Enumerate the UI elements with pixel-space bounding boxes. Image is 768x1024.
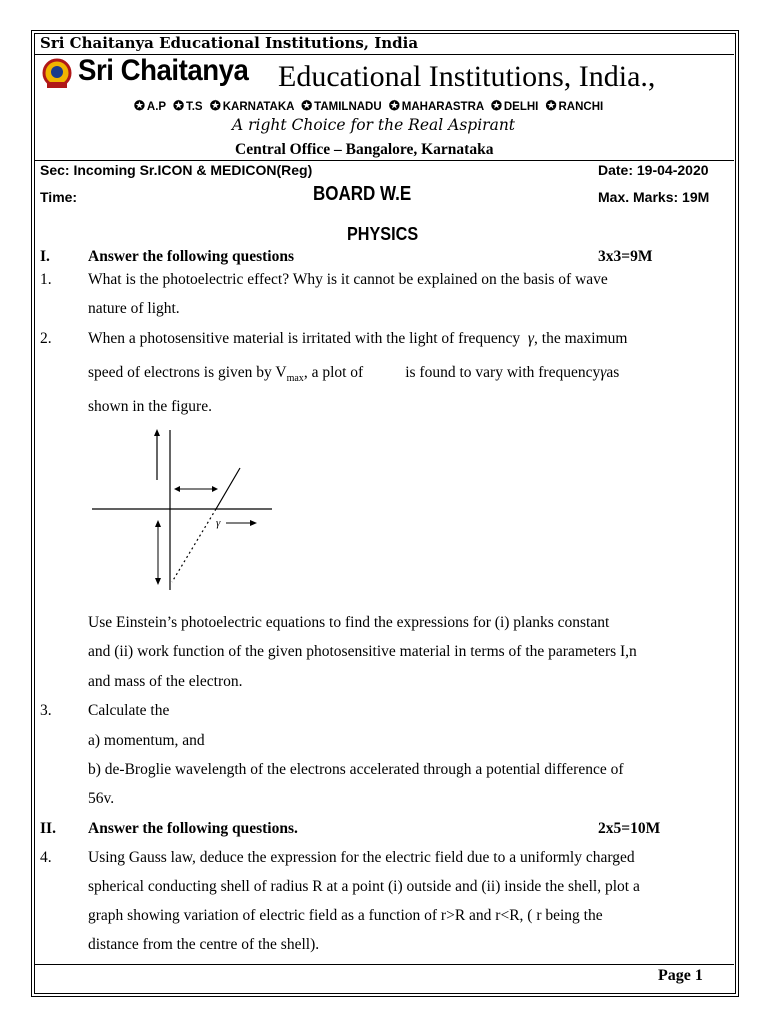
question-2-line-1 <box>88 330 627 348</box>
question-1-number: 1. <box>40 271 52 288</box>
question-4-line-1: Using Gauss law, deduce the expression for the electric field due to a uniformly charged <box>88 849 635 866</box>
brand-name: Sri Chaitanya <box>78 54 249 87</box>
exam-title: BOARD W.E <box>313 183 412 205</box>
question-3-number: 3. <box>40 702 52 719</box>
page-number: Page 1 <box>658 967 703 984</box>
arrowhead-down <box>155 578 161 585</box>
state-item: T.S <box>185 101 203 113</box>
section-1-marks: 3x3=9M <box>598 248 653 265</box>
subscript: max <box>286 373 304 385</box>
question-2-text: as <box>606 364 620 381</box>
question-4-line-4: distance from the centre of the shell). <box>88 936 320 953</box>
question-2-line-6: and mass of the electron. <box>88 673 243 690</box>
question-2-text: , a plot of <box>303 364 364 381</box>
question-3-line-4: 56v. <box>88 790 115 807</box>
star-icon: ✪ <box>134 98 145 113</box>
central-office: Central Office – Bangalore, Karnataka <box>235 141 494 158</box>
gamma-symbol: γ <box>527 330 535 347</box>
max-marks: Max. Marks: 19M <box>598 189 710 205</box>
figure-axis-label: γ <box>216 517 221 529</box>
footer-divider <box>35 964 734 965</box>
header-bottom-divider <box>35 160 734 161</box>
section-2-heading: Answer the following questions. <box>88 820 298 837</box>
section-1-heading: Answer the following questions <box>88 248 294 265</box>
star-icon: ✪ <box>173 98 184 113</box>
exam-date: Date: 19-04-2020 <box>598 162 709 178</box>
arrowhead-right <box>212 486 218 492</box>
gamma-symbol: γ <box>600 364 607 381</box>
arrowhead-up <box>155 520 161 527</box>
question-2-text: , the maximum <box>534 330 628 347</box>
star-icon: ✪ <box>388 98 400 113</box>
question-2-line-2 <box>88 364 619 384</box>
exam-time: Time: <box>40 189 78 205</box>
section-1-numeral: I. <box>40 248 50 265</box>
brand-subtitle: Educational Institutions, India., <box>278 60 656 93</box>
state-item: MAHARASTRA <box>401 101 484 113</box>
question-2-line-4: Use Einstein’s photoelectric equations to find the expressions for (i) planks constant <box>88 614 610 631</box>
section-info: Sec: Incoming Sr.ICON & MEDICON(Reg) <box>40 162 313 178</box>
graph-line <box>216 468 240 509</box>
question-3-line-1: Calculate the <box>88 702 170 719</box>
question-2-line-5: and (ii) work function of the given photosensitive material in terms of the parameters I,n <box>88 643 637 660</box>
graph-line-extrapolated <box>172 509 216 582</box>
question-1-line-2: nature of light. <box>88 300 180 317</box>
question-4-line-2: spherical conducting shell of radius R at a point (i) outside and (ii) inside the shell, plot a <box>88 878 640 895</box>
question-3-line-2: a) momentum, and <box>88 732 205 749</box>
state-item: DELHI <box>503 101 539 113</box>
star-icon: ✪ <box>545 98 557 113</box>
star-icon: ✪ <box>490 98 502 113</box>
question-1-line-1: What is the photoelectric effect? Why is it cannot be explained on the basis of wave <box>88 271 608 288</box>
question-2-text: is found to vary with frequency <box>405 364 601 381</box>
question-2-text: speed of electrons is given by V <box>88 364 287 381</box>
section-2-marks: 2x5=10M <box>598 820 661 837</box>
state-item: RANCHI <box>558 101 604 113</box>
question-2-text: When a photosensitive material is irritated with the light of frequency <box>88 330 521 347</box>
question-2-number: 2. <box>40 330 52 347</box>
state-item: TAMILNADU <box>314 101 382 113</box>
state-item: A.P <box>146 101 166 113</box>
header-topline: Sri Chaitanya Educational Institutions, India <box>40 34 419 52</box>
gamma-arrowhead <box>250 520 257 526</box>
tagline: A right Choice for the Real Aspirant <box>232 116 516 134</box>
arrowhead-left <box>174 486 180 492</box>
question-4-line-3: graph showing variation of electric field as a function of r>R and r<R, ( r being the <box>88 907 603 924</box>
question-4-number: 4. <box>40 849 52 866</box>
star-icon: ✪ <box>209 98 221 113</box>
states-list <box>130 98 603 114</box>
section-2-numeral: II. <box>40 820 56 837</box>
photoelectric-graph-figure <box>88 420 278 595</box>
star-icon: ✪ <box>301 98 313 113</box>
state-item: KARNATAKA <box>222 101 295 113</box>
question-3-line-3: b) de-Broglie wavelength of the electrons accelerated through a potential difference of <box>88 761 624 778</box>
subject-title: PHYSICS <box>347 224 419 244</box>
up-arrowhead <box>154 429 160 436</box>
institution-logo-icon <box>42 58 72 90</box>
question-2-line-3: shown in the figure. <box>88 398 212 415</box>
